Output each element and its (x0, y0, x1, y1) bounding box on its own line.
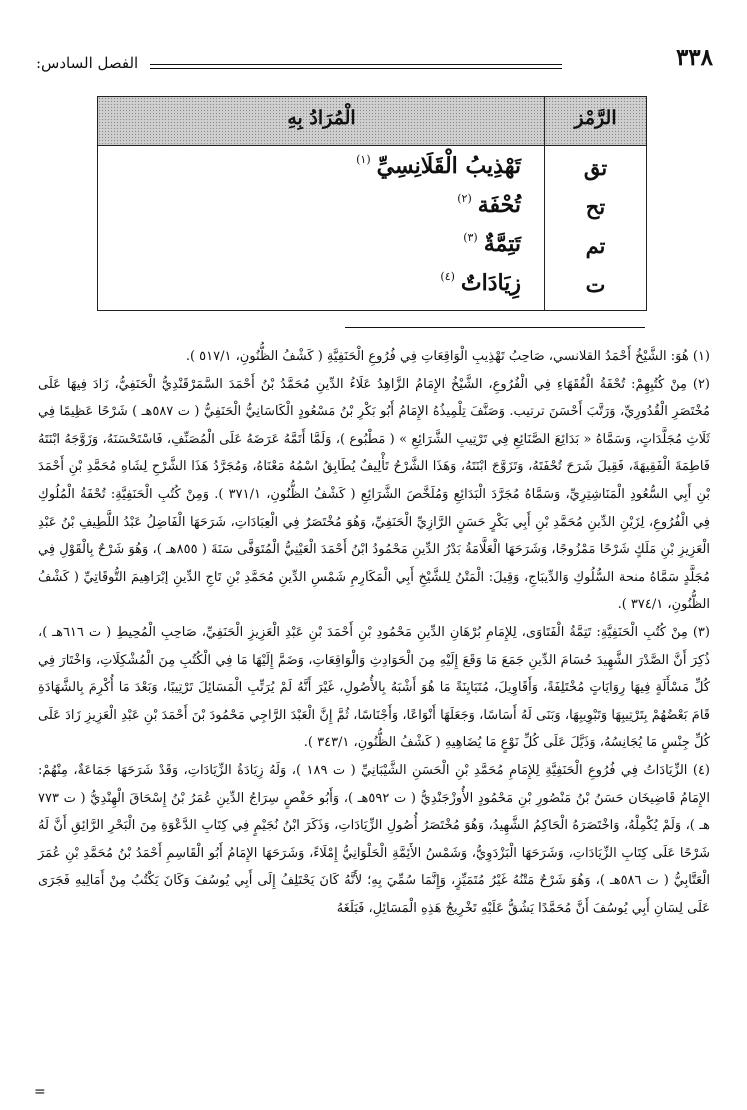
meaning-text: تَتِمَّةٌ (483, 231, 521, 257)
footnote-ref: (١) (356, 153, 371, 166)
table-row (98, 266, 646, 304)
footnote-ref: (٣) (463, 231, 478, 244)
footnote-ref: (٤) (440, 270, 455, 283)
meaning-cell (463, 231, 521, 257)
table-row (98, 227, 646, 265)
footnotes (38, 343, 710, 922)
code-cell: تق (583, 155, 608, 180)
header-code: الرَّمْز (574, 107, 617, 129)
code-cell: تح (585, 194, 606, 219)
header-meaning: الْمُرَادُ بِهِ (287, 107, 356, 129)
meaning-cell (440, 270, 521, 296)
meaning-text: زِيَادَاتٌ (460, 270, 521, 296)
footnote-4: (٤) الزِّيَادَاتُ فِي فُرُوعِ الْحَنَفِيَّةِ لِلإِمَامِ مُحَمَّدِ بْنِ الْحَسَنِ الشَّيْبَانِيِّ ( ت ١٨٩ )، وَلَهُ زِيَادَةُ الزِّيَادَاتِ، وَقَدْ شَرَحَهَا جَمَاعَةٌ، مِنْهُمْ: الإِمَامُ قَاضِيخَان حَسَنُ بْنُ مَنْصُورِ بْنِ مَحْمُودٍ الأُوزْجَنْدِيُّ ( ت ٥٩٢هـ )، وَأَبُو حَفْصٍ سِرَاجُ الدِّينِ عُمَرُ بْنُ إِسْحَاقَ الْهِنْدِيُّ ( ت ٧٧٣ هـ )، وَلَمْ يُكْمِلْهُ، وَاخْتَصَرَهُ الْحَاكِمُ الشَّهِيدُ، وَهُوَ مُخْتَصَرُ أُصُولِ الزِّيَادَاتِ، وَذَكَرَ ابْنُ نُجَيْمٍ فِي كِتَابِ الدَّعْوَةِ مِنَ الْبَحْرِ الرَّائِقِ أَنَّ لَهُ شَرْحًا عَلَى كِتَابِ الزِّيَادَاتِ، وَشَرَحَهَا الْبَزْدَوِيُّ، وَشَمْسُ الأَئِمَّةِ الْحَلْوَانِيُّ إِمْلَاءً، وَشَرَحَهَا الإِمَامُ أَبُو الْقَاسِمِ أَحْمَدُ بْنُ مُحَمَّدِ بْنِ عُمَرَ الْعَتَّابِيُّ ( ت ٥٨٦هـ )، وَهُوَ شَرْحٌ مَتْنُهُ غَيْرُ مُتَمَيِّزٍ، وَإِنَّمَا سُمِّيَ بِهِ؛ لأَنَّهُ كَانَ يَحْتَلِفُ إِلَى أَبِي يُوسُفَ وَكَانَ يَكْتُبُ مِنْ أَمَالِيهِ فَجَرَى عَلَى لِسَانِ أَبِي يُوسُفَ أَنَّ مُحَمَّدًا يَشُقُّ عَلَيْهِ تَخْرِيجُ هَذِهِ الْمَسَائِلِ، فَبَلَغَهُ (38, 762, 710, 916)
header-rule (150, 64, 562, 65)
page-number: ٣٣٨ (675, 44, 713, 71)
footnote-1: (١) هُوَ: الشَّيْخُ أَحْمَدُ القلانسي، صَاحِبُ تَهْذِيبِ الْوَاقِعَاتِ فِي فُرُوعِ الْحَنَفِيَّةِ ( كَشْفُ الظُّنُونِ، ٥١٧/١ ). (185, 349, 710, 364)
running-header (30, 44, 717, 74)
table-row (98, 188, 646, 226)
table-row (98, 149, 646, 187)
chapter-title: الفصل السادس: (36, 54, 139, 72)
abbreviation-table (97, 96, 647, 311)
code-cell: تم (585, 233, 606, 258)
footnote-2: (٢) مِنْ كُتُبِهِمْ: تُحْفَةُ الْفُقَهَاءِ فِي الْفُرُوعِ، الشَّيْخُ الإِمَامُ الزَّاهِدُ عَلَاءُ الدِّينِ مُحَمَّدُ بْنُ أَحْمَدَ السَّمَرْقَنْدِيُّ الْحَنَفِيُّ، زَادَ فِيهَا عَلَى مُخْتَصَرِ الْقُدُورِيِّ، وَرَتَّبَ أَحْسَنَ ترتيب. وَصَنَّفَ تِلْمِيذُهُ الإِمَامُ أَبُو بَكْرِ بْنُ مَسْعُودٍ الْكَاسَانِيُّ الْحَنَفِيُّ ( ت ٥٨٧هـ ) شَرْحًا عَظِيمًا فِي ثَلَاثِ مُجَلَّدَاتٍ، وَسَمَّاهُ « بَدَائِعَ الصَّنَائِعِ فِي تَرْتِيبِ الشَّرَائِعِ » ( مَطْبُوع )، وَلَمَّا أَتَمَّهُ عَرَضَهُ عَلَى الْمُصَنِّفِ، فَاسْتَحْسَنَهُ، وَزَوَّجَهُ ابْنَتَهُ فَاطِمَةَ الْفَقِيهَةَ، فَقِيلَ شَرَحَ تُحْفَتَهُ، وَتَزَوَّجَ ابْنَتَهُ، وَهَذَا الشَّرْحُ تَأْلِيفٌ يُطَابِقُ اسْمُهُ مَعْنَاهُ، وَمُجَرَّدُ هَذَا الشَّرْحِ لِشَاهِ مُحَمَّدِ بْنِ أَحْمَدَ بْنِ أَبِي السُّعُودِ الْمَنَاشِتِرِيِّ، وَسَمَّاهُ مُجَرَّدَ الْبَدَائِعِ وَمُلَخَّصَ الشَّرَائِعِ ( كَشْفُ الظُّنُونِ، ٣٧١/١ ). وَمِنْ كُتُبِ الْحَنَفِيَّةِ: تُحْفَةُ الْمُلُوكِ فِي الْفُرُوعِ، لِزَيْنِ الدِّينِ مُحَمَّدِ بْنِ أَبِي بَكْرٍ حَسَنٍ الرَّازِيِّ الْحَنَفِيِّ، وَهُوَ مُخْتَصَرٌ فِي الْعِبَادَاتِ، شَرَحَهَا الْفَاضِلُ عَبْدُ اللَّطِيفِ بْنُ عَبْدِ الْعَزِيزِ بْنِ مَلَكٍ شَرْحًا مَمْزُوجًا، وَشَرَحَهَا الْعَلَّامَةُ بَدْرُ الدِّينِ مَحْمُودُ ابْنُ أَحْمَدَ الْعَيْنِيُّ الْمُتَوَفَّى سَنَةَ ( ٨٥٥هـ )، وَهُوَ شَرْحٌ بِالْقَوْلِ فِي مُجَلَّدٍ سَمَّاهُ منحة السُّلُوكِ وَالدِّيبَاجِ، وَقِيلَ: الْمَتْنُ لِلشَّيْخِ أَبِي الْمَكَارِمِ شَمْسِ الدِّينِ مُحَمَّدِ بْنِ تَاجِ الدِّينِ إبْرَاهِيمَ التُّوقَاتِيِّ ( كَشْفُ الظُّنُونِ، ٣٧٤/١ ). (38, 376, 710, 613)
meaning-text: تَهْذِيبُ الْقَلَانِسِيِّ (376, 153, 521, 179)
meaning-cell (356, 153, 521, 179)
table-header (98, 97, 646, 146)
meaning-cell (457, 192, 521, 218)
footnote-separator (345, 327, 645, 328)
footnote-ref: (٢) (457, 192, 472, 205)
meaning-text: تُحْفَة (477, 192, 521, 218)
continuation-mark: = (34, 1084, 46, 1100)
header-rule (150, 68, 562, 69)
code-cell: ت (585, 272, 606, 297)
footnote-3: (٣) مِنْ كُتُبِ الْحَنَفِيَّةِ: تَتِمَّةُ الْفَتَاوَى، لِلإِمَامِ بُرْهَانِ الدِّينِ مَحْمُودِ بْنِ أَحْمَدَ بْنِ عَبْدِ الْعَزِيزِ الْحَنَفِيِّ، صَاحِبِ الْمُحِيطِ ( ت ٦١٦هـ )، ذُكِرَ أَنَّ الصَّدْرَ الشَّهِيدَ حُسَامَ الدِّينِ جَمَعَ مَا وَقَعَ إِلَيْهِ مِنَ الْحَوَادِثِ وَالْوَاقِعَاتِ، وَضَمَّ إِلَيْهَا مَا فِي الْكُتُبِ مِنَ الْمُشْكِلَاتِ، وَاخْتَارَ فِي كُلِّ مَسْأَلَةٍ فِيهَا رِوَايَاتٍ مُخْتَلِفَةً، وَأَقَاوِيلَ، مُتَبَايِنَةً مَا هُوَ أَشْبَهُ بِالأُصُولِ، غَيْرَ أَنَّهُ لَمْ يُرَتِّبِ الْمَسَائِلَ تَرْتِيبًا، وَبَعْدَ مَا أُكْرِمَ بِالشَّهَادَةِ قَامَ بَعْضُهُمْ بِتَرْتِيبِهَا وَتَبْوِيبِهَا، وَبَنَى لَهُ أَسَاسًا، وَجَعَلَهَا أَنْوَاعًا، وَأَجْنَاسًا، ثُمَّ إِنَّ الْعَبْدَ الرَّاجِي مَحْمُودَ بْنَ أَحْمَدَ بْنِ عَبْدِ الْعَزِيزِ زَادَ عَلَى كُلِّ جِنْسٍ مَا يُجَانِسُهُ، وَذَيَّلَ عَلَى كُلِّ نَوْعٍ مَا يُضَاهِيهِ ( كَشْفُ الظُّنُونِ، ٣٤٣/١ ). (38, 624, 710, 751)
